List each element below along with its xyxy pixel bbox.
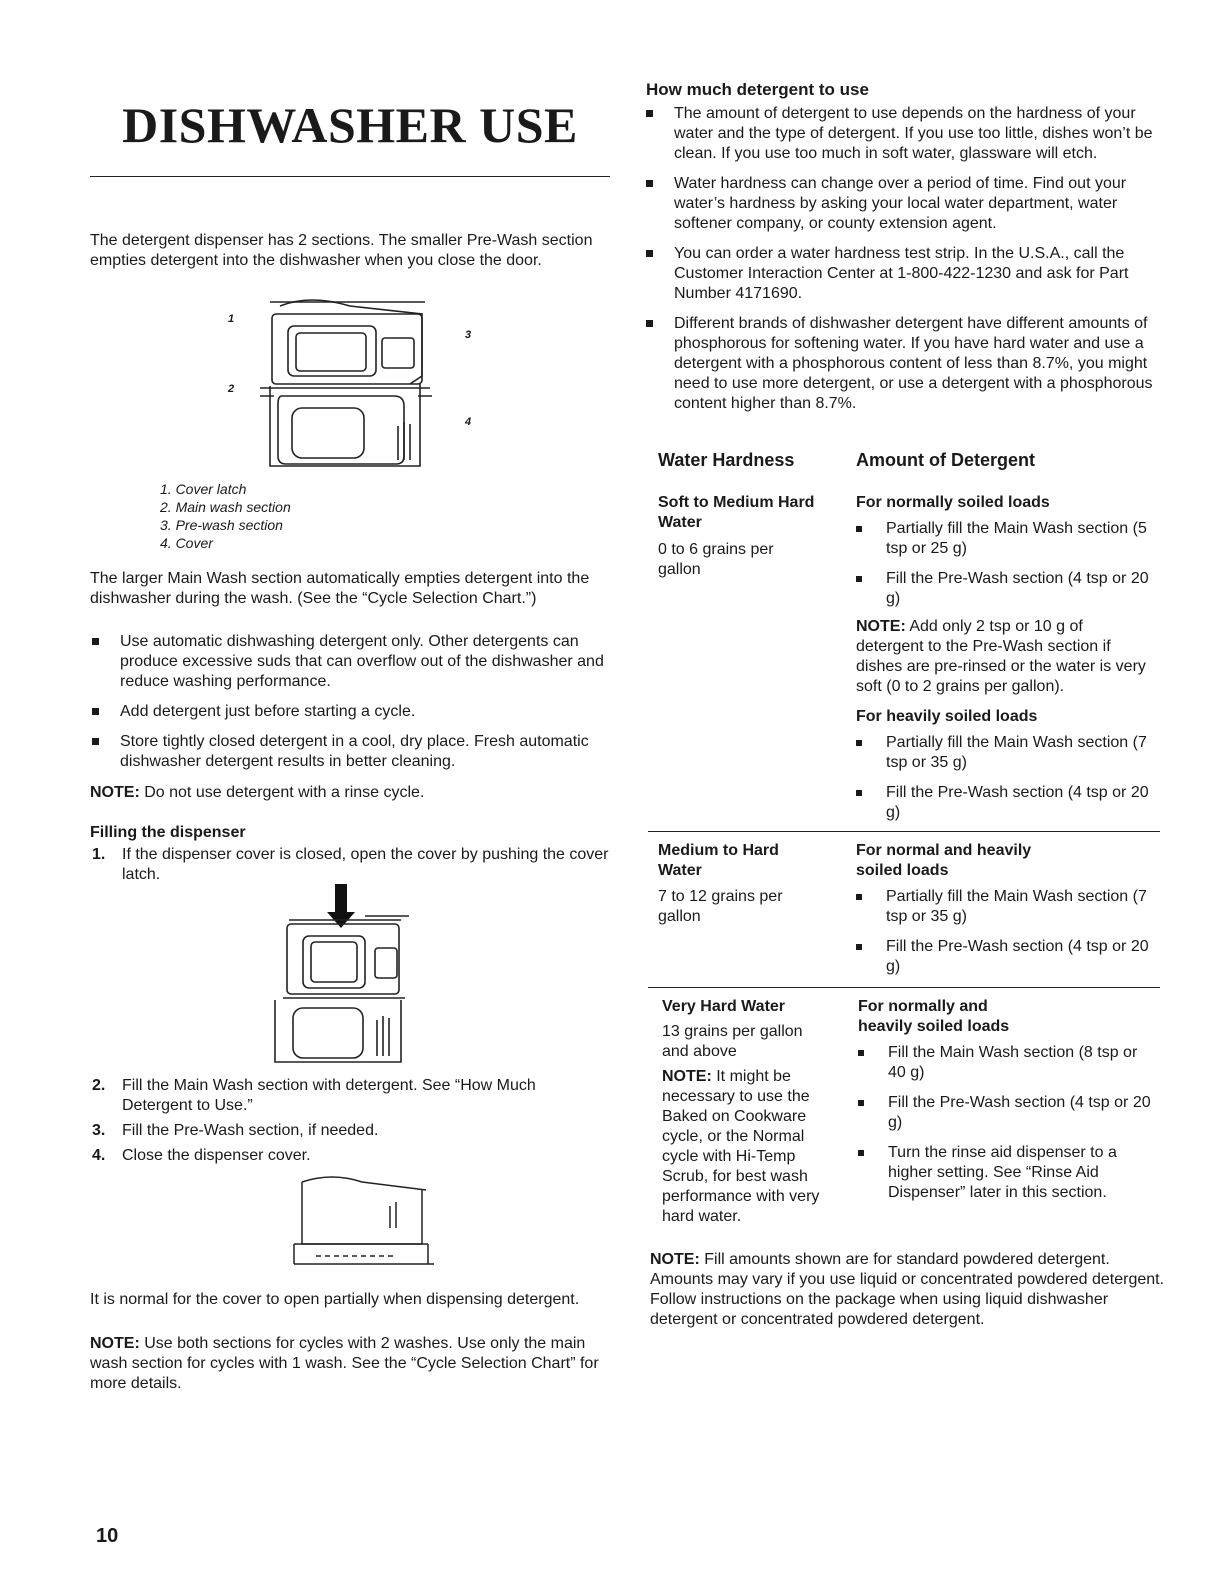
list-item: Fill the Pre-Wash section (4 tsp or 20 g) [858, 1093, 1158, 1133]
row-heading: For normal and heavily soiled loads [856, 842, 1032, 879]
figure-legend [160, 480, 291, 552]
list-item: Fill the Pre-Wash section (4 tsp or 20 g) [856, 569, 1156, 609]
note-fill-amounts [650, 1250, 1170, 1330]
step-text: Fill the Pre-Wash section, if needed. [122, 1122, 379, 1139]
row-very-amount [858, 997, 1158, 1213]
row-medium-grains: 7 to 12 grains per gallon [658, 888, 783, 925]
normal-paragraph: It is normal for the cover to open partially when dispensing detergent. [90, 1291, 580, 1308]
legend-item: 3. Pre-wash section [160, 517, 283, 533]
row-list [856, 733, 1156, 823]
note-text: Do not use detergent with a rinse cycle. [144, 784, 425, 801]
legend-item: 4. Cover [160, 535, 213, 551]
list-item: Fill the Pre-Wash section (4 tsp or 20 g) [856, 937, 1156, 977]
table-rule [648, 831, 1160, 832]
step-number: 4. [92, 1147, 106, 1164]
list-item: Partially fill the Main Wash section (7 tsp or 35 g) [856, 733, 1156, 773]
list-item: Add detergent just before starting a cycle. [90, 702, 610, 722]
note-label: NOTE: [90, 784, 140, 801]
table-rule [648, 987, 1160, 988]
closed-cover-illustration [280, 1174, 440, 1274]
step-item [90, 1076, 610, 1116]
step-number: 3. [92, 1122, 106, 1139]
list-item: Water hardness can change over a period of time. Find out your water’s hardness by asking your local water department, water softener company, or county extension agent. [644, 174, 1164, 234]
how-much-heading: How much detergent to use [646, 80, 869, 99]
step-text: If the dispenser cover is closed, open the cover by pushing the cover latch. [122, 846, 609, 883]
list-item: Fill the Pre-Wash section (4 tsp or 20 g) [856, 783, 1156, 823]
step-item [90, 1121, 610, 1141]
page-title: DISHWASHER USE [122, 97, 578, 153]
table-header-water-hardness: Water Hardness [658, 450, 795, 470]
note-text: Use both sections for cycles with 2 washes. Use only the main wash section for cycles with 1 wash. See the “Cycle Selection Chart” for more details. [90, 1335, 599, 1392]
row-very-note [662, 1067, 832, 1227]
note-both-sections [90, 1334, 615, 1394]
row-list [856, 519, 1156, 609]
list-item: You can order a water hardness test strip. In the U.S.A., call the Customer Interaction Center at 1-800-422-1230 and ask for Part Number 4171690. [644, 244, 1164, 304]
dispenser-figure [220, 296, 490, 476]
list-item: Partially fill the Main Wash section (7 tsp or 35 g) [856, 887, 1156, 927]
row-list [858, 1043, 1158, 1203]
step-item [90, 1146, 610, 1166]
list-item: Fill the Main Wash section (8 tsp or 40 g) [858, 1043, 1158, 1083]
step-item [90, 845, 610, 885]
dispenser-illustration [220, 296, 490, 476]
table-header-amount: Amount of Detergent [856, 450, 1035, 470]
note-label: NOTE: [90, 1335, 140, 1352]
list-item: Different brands of dishwasher detergent have different amounts of phosphorous for softening water. If you have hard water and use a detergent with a phosphorous content of less than 8.7%, you might need to use more detergent, or use a detergent with a phosphorous content higher than 8.7%. [644, 314, 1164, 414]
row-very-name: Very Hard Water [662, 998, 786, 1015]
note-label: NOTE: [856, 618, 906, 635]
row-very-grains: 13 grains per gallon and above [662, 1023, 803, 1060]
list-item: Store tightly closed detergent in a cool, dry place. Fresh automatic dishwasher detergent results in better cleaning. [90, 732, 610, 772]
row-heading: For normally soiled loads [856, 494, 1050, 511]
row-soft-name: Soft to Medium Hard Water [658, 494, 815, 531]
intro-paragraph: The detergent dispenser has 2 sections. The smaller Pre-Wash section empties detergent into the dishwasher when you close the door. [90, 232, 593, 269]
figure-callout-3: 3 [465, 329, 472, 341]
list-item: Use automatic dishwashing detergent only. Other detergents can produce excessive suds that can overflow out of the dishwasher and reduce washing performance. [90, 632, 610, 692]
step-text: Close the dispenser cover. [122, 1147, 311, 1164]
note-label: NOTE: [662, 1068, 712, 1085]
step-number: 1. [92, 846, 106, 863]
note-text: Add only 2 tsp or 10 g of detergent to the Pre-Wash section if dishes are pre-rinsed or the water is very soft (0 to 2 grains per gallon). [856, 618, 1146, 695]
row-list [856, 887, 1156, 977]
legend-item: 1. Cover latch [160, 481, 247, 497]
figure-callout-4: 4 [465, 416, 472, 428]
figure-callout-1: 1 [228, 313, 235, 325]
row-soft-amount [856, 493, 1156, 833]
figure-callout-2: 2 [228, 383, 235, 395]
open-cover-figure [265, 880, 415, 1065]
note-rinse [90, 783, 610, 803]
larger-section-paragraph: The larger Main Wash section automatically empties detergent into the dishwasher during the wash. (See the “Cycle Selection Chart.”) [90, 570, 590, 607]
list-item: Turn the rinse aid dispenser to a higher setting. See “Rinse Aid Dispenser” later in this section. [858, 1143, 1158, 1203]
note-text: Fill amounts shown are for standard powdered detergent. Amounts may vary if you use liquid or concentrated powdered detergent. Follow instructions on the package when using liquid dishwasher detergent or concentrated powdered detergent. [650, 1251, 1165, 1328]
row-medium-name: Medium to Hard Water [658, 842, 779, 879]
page-number: 10 [96, 1525, 119, 1547]
step-number: 2. [92, 1077, 106, 1094]
closed-cover-figure [280, 1174, 440, 1274]
row-soft-grains: 0 to 6 grains per gallon [658, 541, 774, 578]
filling-heading: Filling the dispenser [90, 824, 246, 841]
detergent-tips-list [90, 632, 610, 782]
open-cover-illustration [265, 880, 415, 1065]
row-heading: For heavily soiled loads [856, 708, 1038, 725]
note-label: NOTE: [650, 1251, 700, 1268]
title-rule [90, 176, 610, 177]
row-medium-amount [856, 841, 1156, 987]
list-item: The amount of detergent to use depends on the hardness of your water and the type of detergent. If you use too little, dishes won’t be clean. If you use too much in soft water, glassware will etch. [644, 104, 1164, 164]
legend-item: 2. Main wash section [160, 499, 291, 515]
row-note [856, 617, 1151, 697]
note-text: It might be necessary to use the Baked on Cookware cycle, or the Normal cycle with Hi-Temp Scrub, for best wash performance with very hard water. [662, 1068, 820, 1225]
step-text: Fill the Main Wash section with detergent. See “How Much Detergent to Use.” [122, 1077, 536, 1114]
how-much-list [644, 104, 1164, 424]
list-item: Partially fill the Main Wash section (5 tsp or 25 g) [856, 519, 1156, 559]
filling-steps-2 [90, 1076, 610, 1171]
row-heading: For normally and heavily soiled loads [858, 998, 1010, 1035]
